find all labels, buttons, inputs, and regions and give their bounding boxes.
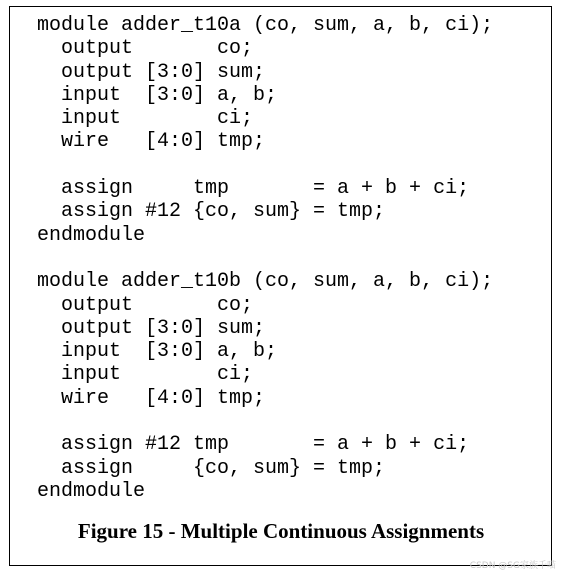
code-line-2: output co; xyxy=(37,37,254,61)
code-line-21: endmodule xyxy=(37,479,146,503)
code-line-20: assign {co, sum} = tmp; xyxy=(37,456,386,480)
code-line-4: input [3:0] a, b; xyxy=(37,83,278,107)
code-line-5: input ci; xyxy=(37,107,254,131)
code-line-6: wire [4:0] tmp; xyxy=(37,130,266,154)
code-line-17: wire [4:0] tmp; xyxy=(37,386,266,410)
figure-caption: Figure 15 - Multiple Continuous Assignments xyxy=(77,519,485,543)
code-line-13: output co; xyxy=(37,293,254,317)
code-line-19: assign #12 tmp = a + b + ci; xyxy=(37,433,470,457)
code-line-7 xyxy=(37,154,493,177)
code-line-12: module adder_t10b (co, sum, a, b, ci); xyxy=(37,270,494,294)
code-line-14: output [3:0] sum; xyxy=(37,316,266,340)
code-line-18 xyxy=(37,410,493,433)
verilog-code-block xyxy=(37,14,493,503)
code-line-15: input [3:0] a, b; xyxy=(37,340,278,364)
watermark: CSDN @SG家族千喵 xyxy=(469,561,556,571)
code-line-1: module adder_t10a (co, sum, a, b, ci); xyxy=(37,14,494,37)
code-line-3: output [3:0] sum; xyxy=(37,60,266,84)
code-line-8: assign tmp = a + b + ci; xyxy=(37,177,470,201)
code-line-16: input ci; xyxy=(37,363,254,387)
code-line-11 xyxy=(37,247,493,270)
code-line-10: endmodule xyxy=(37,223,146,247)
code-line-9: assign #12 {co, sum} = tmp; xyxy=(37,200,386,224)
